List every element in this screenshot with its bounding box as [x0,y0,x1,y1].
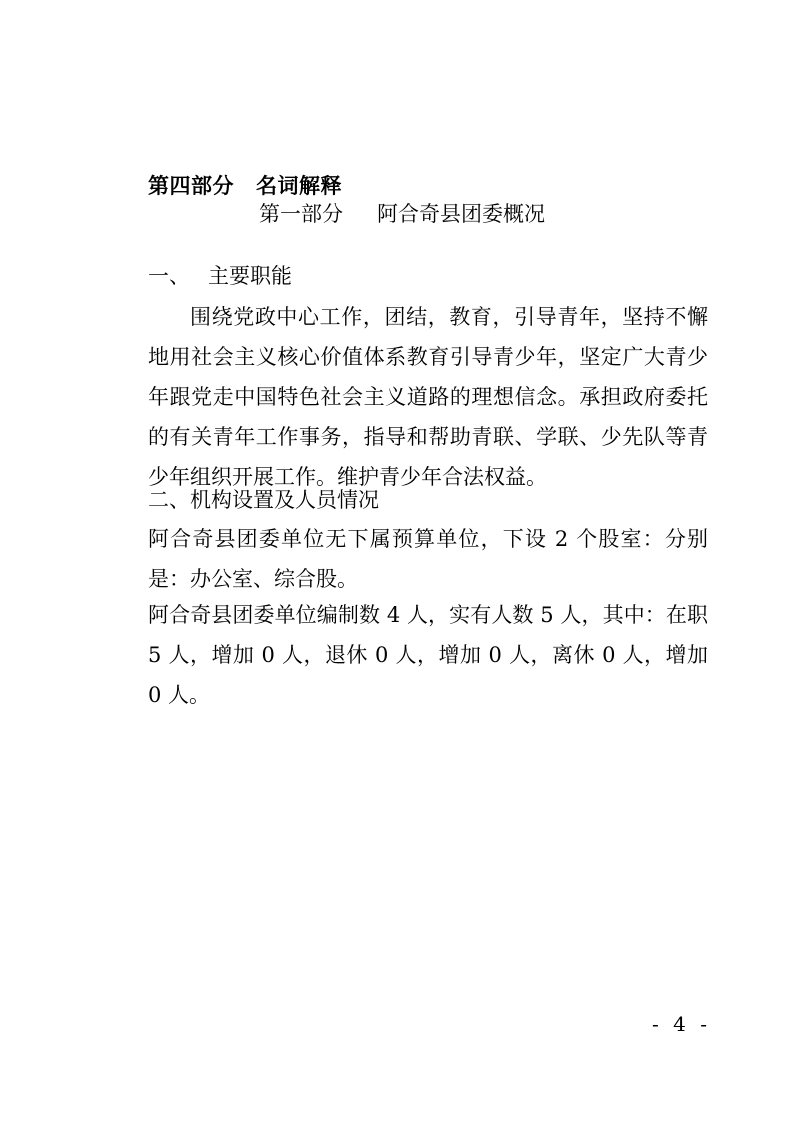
functions-paragraph: 围绕党政中心工作，团结，教育，引导青年，坚持不懈地用社会主义核心价值体系教育引导青少年，坚定广大青少年跟党走中国特色社会主义道路的理想信念。承担政府委托的有关青年工作事务，指导和帮助青联、学联、少先队等青少年组织开展工作。维护青少年合法权益。 [148,305,708,489]
part1-label: 第一部分 [259,202,343,226]
section1-heading [148,262,292,290]
part4-label: 第四部分 [148,174,234,198]
part1-title: 阿合奇县团委概况 [377,202,545,226]
section1-number: 一、 [148,264,190,288]
section1-title: 主要职能 [208,264,292,288]
page-number: - 4 - [652,1012,711,1036]
staff-paragraph: 阿合奇县团委单位编制数 4 人，实有人数 5 人，其中：在职5 人，增加 0 人，退休 0 人，增加 0 人，离休 0 人，增加 0 人。 [148,603,708,707]
part1-heading [259,200,545,228]
structure-paragraph: 阿合奇县团委单位无下属预算单位，下设 2 个股室：分别是：办公室、综合股。 [148,527,708,591]
part4-heading [148,172,342,200]
section2-heading: 二、机构设置及人员情况 [148,488,379,512]
part4-title: 名词解释 [256,174,342,198]
